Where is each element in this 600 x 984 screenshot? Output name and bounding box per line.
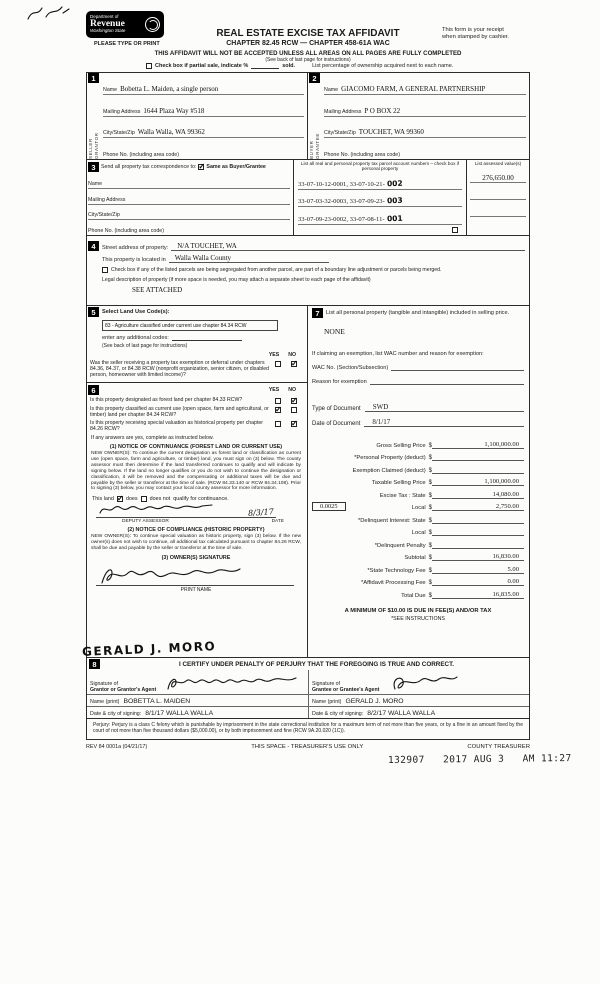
date-city-row <box>87 706 529 718</box>
fee-label: *Personal Property (deduct) <box>354 455 426 461</box>
seller-address-label: Mailing Address <box>103 108 141 115</box>
correspondence-header <box>88 161 290 173</box>
historic-yes-checkbox <box>275 421 281 427</box>
deputy-assessor-signature <box>96 501 226 517</box>
county-treasurer-label: COUNTY TREASURER <box>467 743 530 750</box>
section-6-number: 6 <box>88 385 99 395</box>
grantee-side-label: GRANTEE <box>315 133 320 159</box>
fee-value: 0.00 <box>432 578 524 586</box>
owners-signature-label: (3) OWNER(S) SIGNATURE <box>161 555 231 562</box>
current-use-yes-checkbox <box>275 407 281 413</box>
seller-side-label: SELLER <box>88 138 93 159</box>
exemption-question: Was the seller receiving a property tax exemption or deferral under chapters 84.36, 84.37, or 84.38 RCW (nonprofit organization, senior citizen, or disabled person, homeowner with limited income)? <box>90 360 270 378</box>
notice-continuance-text: NEW OWNER(S): To continue the current designation as forest land or classification as current use (open space, farm and agriculture, or timber) land, you must sign on (3) below. The county assessor must then determine if the land transferred continues to qualify and will indicate by signing below. If the land no longer qualifies or you do not wish to continue the designation or classification, it will be removed and the compensating or additional taxes will be due and payable by the seller or transferor at the time of sale. (RCW 84.33.140 or RCW 84.34.108). Prior to signing (3) below, you may contact your local county assessor for more information. <box>91 451 301 492</box>
fee-value <box>432 523 524 524</box>
middle-columns <box>87 305 529 657</box>
correspondence-citystatezip-row <box>88 205 290 221</box>
fee-label: *Delinquent Interest: State <box>357 517 426 524</box>
does-label: does <box>125 496 138 503</box>
forest-land-question: Is this property designated as forest land per chapter 84.33 RCW? <box>90 397 243 403</box>
historic-answers <box>272 420 304 432</box>
exemption-yes-checkbox <box>275 361 281 367</box>
notice-compliance-text: NEW OWNER(S): To continue special valuation as historic property, sign (3) below. If the new owner(s) does not wish to continue, all additional tax calculated pursuant to chapter 84.26 RCW, shall be due and payable by the seller or transferor at the time of sale. <box>91 534 301 552</box>
fee-row-total-due <box>312 586 524 599</box>
document-date-label: Date of Document <box>312 421 361 427</box>
form-footer <box>86 744 530 750</box>
buyer-phone-row <box>324 138 526 159</box>
fee-row-delinquent-interest-state <box>312 511 524 524</box>
fee-value: 5.00 <box>432 566 524 574</box>
fee-row-local <box>312 499 524 512</box>
fee-row-subtotal <box>312 549 524 562</box>
name-print-label: Name (print) <box>90 699 120 705</box>
fee-label: Local <box>411 505 426 511</box>
date-label: DATE <box>271 519 284 525</box>
additional-codes-row <box>102 335 304 341</box>
fee-value: 16,835.00 <box>432 591 524 599</box>
document-type-row <box>312 403 524 412</box>
legal-description-value: SEE ATTACHED <box>132 286 183 294</box>
personal-property-checkbox-row <box>298 225 462 233</box>
exemption-question-row <box>88 360 304 378</box>
fee-label: Gross Selling Price <box>376 442 426 449</box>
parcel-number-printed: 33-07-09-23-0002, 33-07-08-11- <box>298 216 385 224</box>
grantor-signature <box>164 673 304 695</box>
if-yes-note: If any answers are yes, complete as instructed below. <box>91 435 214 441</box>
treasurer-space-label: THIS SPACE - TREASURER'S USE ONLY <box>251 743 364 750</box>
fee-value: 14,080.00 <box>432 491 524 499</box>
deputy-signature-line <box>96 502 276 518</box>
seller-edge <box>87 73 100 159</box>
document-type-label: Type of Document <box>312 406 361 412</box>
street-address-value: N/A TOUCHET, WA <box>171 242 525 251</box>
fee-label: Exemption Claimed (deduct) <box>352 467 426 474</box>
dollar-sign: $ <box>428 580 432 586</box>
assessed-value-row <box>470 183 526 200</box>
correspondence-address-row <box>88 189 290 205</box>
fee-table <box>312 436 524 599</box>
local-rate-value: 0.0025 <box>312 502 346 511</box>
exemption-block <box>312 351 524 385</box>
correspondence-phone-label: Phone No. (including area code) <box>88 228 164 234</box>
fee-value: 1,100,000.00 <box>432 478 524 486</box>
buyer-edge <box>308 73 321 159</box>
owner-signature <box>96 563 246 589</box>
logo-revenue-line: Revenue <box>90 18 125 29</box>
fee-label: Subtotal <box>404 555 426 561</box>
grantee-name-value: GERALD J. MORO <box>345 698 404 705</box>
assessed-value-row <box>470 217 526 233</box>
partial-sale-label: Check box if partial sale, indicate % <box>155 63 249 69</box>
land-use-header <box>88 307 304 317</box>
grantee-date-city-value: 8/2/17 WALLA WALLA <box>367 710 436 717</box>
fee-label: Total Due <box>401 592 426 599</box>
buyer-citystatezip-label: City/State/Zip <box>324 130 356 137</box>
exemption-reason-label: Reason for exemption <box>312 379 367 385</box>
certification-section <box>87 657 529 718</box>
located-in-value: Walla Walla County <box>169 254 329 263</box>
fee-label: *Delinquent Penalty <box>374 542 426 549</box>
assessed-value: 276,650.00 <box>482 174 514 183</box>
yes-no-header <box>88 352 304 358</box>
document-date-row <box>312 418 524 427</box>
correspondence-name-row <box>88 173 290 189</box>
form-body <box>86 72 530 740</box>
fee-row-excise-tax-state <box>312 486 524 499</box>
buyer-address-label: Mailing Address <box>324 108 362 115</box>
seller-name-value: Bobetta L. Maiden, a single person <box>120 84 219 93</box>
designation-section <box>87 383 307 657</box>
personal-property-value: NONE <box>324 327 345 336</box>
seller-citystatezip-row <box>103 117 304 139</box>
same-as-buyer-label: Same as Buyer/Grantee <box>206 164 266 170</box>
seller-citystatezip-value: Walla Walla, WA 99362 <box>137 128 205 137</box>
section-6-header <box>88 385 304 395</box>
buyer-fields <box>321 73 529 159</box>
grantor-side-label: GRANTOR <box>94 132 99 159</box>
assessed-value-row <box>470 166 526 183</box>
receipt-note <box>442 27 530 41</box>
deputy-line-labels <box>122 519 284 524</box>
fee-row-personal-property-deduct <box>312 449 524 462</box>
form-title: REAL ESTATE EXCISE TAX AFFIDAVIT <box>216 28 400 39</box>
fee-value <box>432 548 524 549</box>
grantee-signature-label: Signature of Grantee or Grantee's Agent <box>312 680 380 693</box>
grantor-signature-cell <box>87 670 308 694</box>
name-print-row <box>87 694 529 706</box>
grantee-date-cell <box>308 706 529 718</box>
historic-question-row <box>88 420 304 432</box>
located-in-row <box>102 251 525 263</box>
land-use-code-value: 83 - Agriculture classified under current use chapter 84.34 RCW <box>102 320 278 331</box>
pen-scribble <box>26 4 72 24</box>
dollar-sign: $ <box>428 455 432 461</box>
seller-fields <box>100 73 307 159</box>
notice-compliance-title: (2) NOTICE OF COMPLIANCE (HISTORIC PROPERTY) <box>127 527 265 534</box>
dollar-sign: $ <box>428 467 432 474</box>
additional-codes-label: enter any additional codes: <box>102 335 169 341</box>
grantee-signature-cell <box>308 670 529 694</box>
forest-land-answers <box>272 397 304 404</box>
buyer-citystatezip-row <box>324 117 526 139</box>
buyer-name-row <box>324 73 526 95</box>
fee-row-delinquent-interest-local <box>312 524 524 537</box>
correspondence-phone-row <box>88 220 290 235</box>
document-date-value: 8/1/17 <box>364 418 524 427</box>
name-print-label: Name (print) <box>312 699 342 705</box>
buyer-side-label: BUYER <box>309 140 314 159</box>
fee-value: 16,830.00 <box>432 553 524 561</box>
section-1-number: 1 <box>88 73 99 83</box>
property-location-section <box>87 235 529 305</box>
signature-row <box>87 670 529 694</box>
forest-no-checkbox <box>291 398 297 404</box>
rev-number: REV 84 0001a (04/21/17) <box>86 743 148 750</box>
minimum-due-note: A MINIMUM OF $10.00 IS DUE IN FEE(S) AND/OR TAX <box>344 607 492 614</box>
land-use-section <box>87 306 307 383</box>
notice-continuance-title: (1) NOTICE OF CONTINUANCE (FOREST LAND OR CURRENT USE) <box>109 444 283 450</box>
exemption-answer-boxes <box>272 360 304 378</box>
dollar-sign: $ <box>428 517 432 524</box>
seller-address-value: 1644 Plaza Way #518 <box>143 106 205 115</box>
historic-no-checkbox <box>291 421 297 427</box>
please-type-or-print: PLEASE TYPE OR PRINT <box>94 41 160 47</box>
parcel-row <box>298 190 462 208</box>
parcel-number-handwritten: 002 <box>386 178 403 188</box>
parcel-numbers-column <box>294 160 467 235</box>
segregated-checkbox <box>102 267 108 273</box>
deputy-date-handwritten: 8/3/17 <box>247 507 275 519</box>
forest-land-question-row <box>88 397 304 404</box>
yes-label: YES <box>268 352 280 358</box>
assessed-values-column <box>467 160 529 235</box>
fee-value: 2,750.00 <box>432 503 524 511</box>
additional-codes-line <box>172 335 242 341</box>
partial-sale-row <box>146 63 530 69</box>
dollar-sign: $ <box>428 505 432 511</box>
parcel-number-handwritten: 003 <box>386 196 403 206</box>
certify-statement: I CERTIFY UNDER PENALTY OF PERJURY THAT THE FOREGOING IS TRUE AND CORRECT. <box>179 660 454 668</box>
handwritten-print-name: GERALD J. MORO <box>81 639 217 659</box>
does-not-label: does not <box>149 496 171 503</box>
fee-label: *Affidavit Processing Fee <box>360 580 426 586</box>
chapter-line: CHAPTER 82.45 RCW — CHAPTER 458-61A WAC <box>226 40 390 47</box>
logo-dept-line: Department of <box>90 14 119 20</box>
dollar-sign: $ <box>428 567 432 574</box>
grantor-signature-label: Signature of Grantor or Grantor's Agent <box>90 680 157 693</box>
same-as-buyer-checkbox <box>198 164 204 170</box>
correspondence-citystatezip-label: City/State/Zip <box>88 212 120 219</box>
buyer-side-labels <box>309 83 320 159</box>
receipt-note-line1: This form is your receipt <box>442 27 504 33</box>
form-header <box>86 8 530 72</box>
current-use-no-checkbox <box>291 407 297 413</box>
document-type-value: SWD <box>365 403 524 412</box>
owner-signature-line <box>96 562 294 586</box>
land-use-title: Select Land Use Code(s): <box>102 309 170 315</box>
grantor-date-cell <box>87 706 308 718</box>
section-5-number: 5 <box>88 307 99 317</box>
seller-grantor-section <box>87 73 308 159</box>
current-use-answers <box>272 406 304 418</box>
tax-correspondence-section <box>87 159 529 235</box>
street-address-label: Street address of property: <box>102 245 169 251</box>
no-label: NO <box>288 352 296 358</box>
assessed-value-row <box>470 200 526 217</box>
fee-row-gross-selling-price <box>312 436 524 449</box>
fee-value <box>432 460 524 461</box>
left-column <box>87 306 308 657</box>
qualify-label: qualify for continuance. <box>173 496 229 503</box>
affidavit-form <box>86 8 530 750</box>
certify-header <box>87 658 529 670</box>
yes-no-header-2 <box>102 387 304 393</box>
correspondence-column <box>87 160 294 235</box>
seller-name-row <box>103 73 304 95</box>
parcel-row <box>298 207 462 225</box>
see-back-note: (See back of last page for instructions) <box>265 57 351 63</box>
fee-row-taxable-selling-price <box>312 474 524 487</box>
grantee-signature <box>387 673 467 695</box>
dollar-sign: $ <box>428 492 432 499</box>
located-in-label: This property is located in <box>102 257 166 263</box>
ownership-note: List percentage of ownership acquired next to each name. <box>312 63 454 69</box>
grantor-name-cell <box>87 694 308 706</box>
exemption-claim-label: If claiming an exemption, list WAC number and reason for exemption: <box>312 351 484 357</box>
perjury-notice: Perjury: Perjury is a class C felony which is punishable by imprisonment in the state correctional institution for a maximum term of not more than five years, or by a fine in an amount fixed by the court of not more than five thousand dollars ($5,000.00), or by both imprisonment and fine (RCW 9A.20.020 (1C)). <box>87 718 529 739</box>
buyer-phone-label: Phone No. (including area code) <box>324 152 400 158</box>
buyer-name-label: Name <box>324 86 339 93</box>
dollar-sign: $ <box>428 555 432 561</box>
fee-label: *State Technology Fee <box>367 567 426 574</box>
grantor-name-value: BOBETTA L. MAIDEN <box>123 698 191 705</box>
current-use-question-row <box>88 406 304 418</box>
assessed-values-header: List assessed value(s) <box>474 161 522 166</box>
section-7-number: 7 <box>312 308 323 318</box>
seller-phone-row <box>103 138 304 159</box>
wac-number-line <box>391 365 524 371</box>
parcel-row <box>298 172 462 190</box>
send-correspondence-label: Send all property tax correspondence to: <box>101 164 197 170</box>
section-2-number: 2 <box>309 73 320 83</box>
wac-number-label: WAC No. (Section/Subsection) <box>312 365 389 371</box>
dollar-sign: $ <box>428 442 432 449</box>
legal-description-label: Legal description of property (if more space is needed, you may attach a separate sheet to each page of the affidavit) <box>102 277 371 283</box>
segregated-row <box>102 267 525 273</box>
street-address-row <box>88 237 525 251</box>
fee-value <box>432 473 524 474</box>
dollar-sign: $ <box>428 592 432 599</box>
yes-label: YES <box>268 387 280 393</box>
seller-citystatezip-label: City/State/Zip <box>103 130 135 137</box>
fee-label: Local <box>411 530 426 536</box>
warning-line: THIS AFFIDAVIT WILL NOT BE ACCEPTED UNLESS ALL AREAS ON ALL PAGES ARE FULLY COMPLETED <box>154 50 462 57</box>
section-3-number: 3 <box>88 162 99 172</box>
forest-yes-checkbox <box>275 398 281 404</box>
buyer-citystatezip-value: TOUCHET, WA 99360 <box>358 128 424 137</box>
personal-property-checkbox <box>452 227 458 233</box>
correspondence-name-label: Name <box>88 180 103 187</box>
seller-side-labels <box>88 83 99 159</box>
this-land-label: This land <box>92 496 114 503</box>
deputy-assessor-label: DEPUTY ASSESSOR <box>122 519 169 525</box>
dollar-sign: $ <box>428 480 432 486</box>
parcel-number-handwritten: 001 <box>386 213 403 224</box>
exemption-reason-row <box>312 379 524 385</box>
grantee-name-cell <box>308 694 529 706</box>
section-7-header <box>312 308 524 318</box>
buyer-address-value: P O BOX 22 <box>364 106 401 115</box>
sold-label: sold. <box>282 63 296 69</box>
exemption-reason-line <box>370 379 524 385</box>
cashier-stamp: 132907 2017 AUG 3 AM 11:27 <box>387 753 572 766</box>
section-4-number: 4 <box>88 241 99 251</box>
parties-row <box>87 73 529 159</box>
buyer-name-value: GIACOMO FARM, A GENERAL PARTNERSHIP <box>341 84 486 93</box>
see-instructions-note: *SEE INSTRUCTIONS <box>391 615 445 622</box>
fee-value: 1,100,000.00 <box>432 441 524 449</box>
personal-property-tax-section <box>308 306 529 657</box>
seller-name-label: Name <box>103 86 118 93</box>
historic-question: Is this property receiving special valuation as historical property per chapter 84.26 RCW? <box>90 420 264 432</box>
segregated-text: Check box if any of the listed parcels are being segregated from another parcel, are part of a boundary line adjustment or parcels being merged. <box>111 267 442 273</box>
fee-row-delinquent-penalty <box>312 536 524 549</box>
date-city-label: Date & city of signing: <box>90 711 142 717</box>
see-back-note-2: (See back of last page for instructions) <box>102 343 188 349</box>
no-label: NO <box>288 387 296 393</box>
partial-sale-checkbox <box>146 63 152 69</box>
receipt-note-line2: when stamped by cashier. <box>442 34 510 40</box>
parcel-numbers-header: List all real and personal property tax parcel account numbers – check box if personal property <box>300 161 460 172</box>
date-city-label: Date & city of signing: <box>312 711 364 717</box>
seller-phone-label: Phone No. (including area code) <box>103 152 179 158</box>
fee-value <box>432 535 524 536</box>
fee-label: Excise Tax : State <box>379 492 426 499</box>
buyer-grantee-section <box>308 73 529 159</box>
buyer-address-row <box>324 95 526 117</box>
parcel-number-printed: 33-07-10-12-0001, 33-07-10-21- <box>298 180 385 188</box>
wac-number-row <box>312 365 524 371</box>
correspondence-address-label: Mailing Address <box>88 196 126 203</box>
fee-row-exemption-claimed <box>312 461 524 474</box>
grantor-date-city-value: 8/1/17 WALLA WALLA <box>145 710 214 717</box>
partial-sale-percent-line <box>251 63 279 69</box>
parcel-number-printed: 33-07-03-32-0003, 33-07-09-23- <box>298 198 385 206</box>
fee-row-affidavit-processing-fee <box>312 574 524 587</box>
fee-label: Taxable Selling Price <box>371 480 426 486</box>
current-use-question: Is this property classified as current use (open space, farm and agricultural, or timber) land per chapter 84.34 RCW? <box>90 406 269 418</box>
print-name-label: PRINT NAME <box>180 587 212 594</box>
personal-property-label: List all personal property (tangible and intangible) included in selling price. <box>326 310 510 316</box>
dollar-sign: $ <box>428 542 432 549</box>
logo-state-line: Washington State <box>90 28 126 34</box>
seller-address-row <box>103 95 304 117</box>
fee-row-state-technology-fee <box>312 561 524 574</box>
dollar-sign: $ <box>428 530 432 536</box>
grantor-signature-area <box>160 670 304 693</box>
grantee-signature-area <box>383 670 525 693</box>
section-8-number: 8 <box>89 659 100 669</box>
exemption-no-checkbox <box>291 361 297 367</box>
